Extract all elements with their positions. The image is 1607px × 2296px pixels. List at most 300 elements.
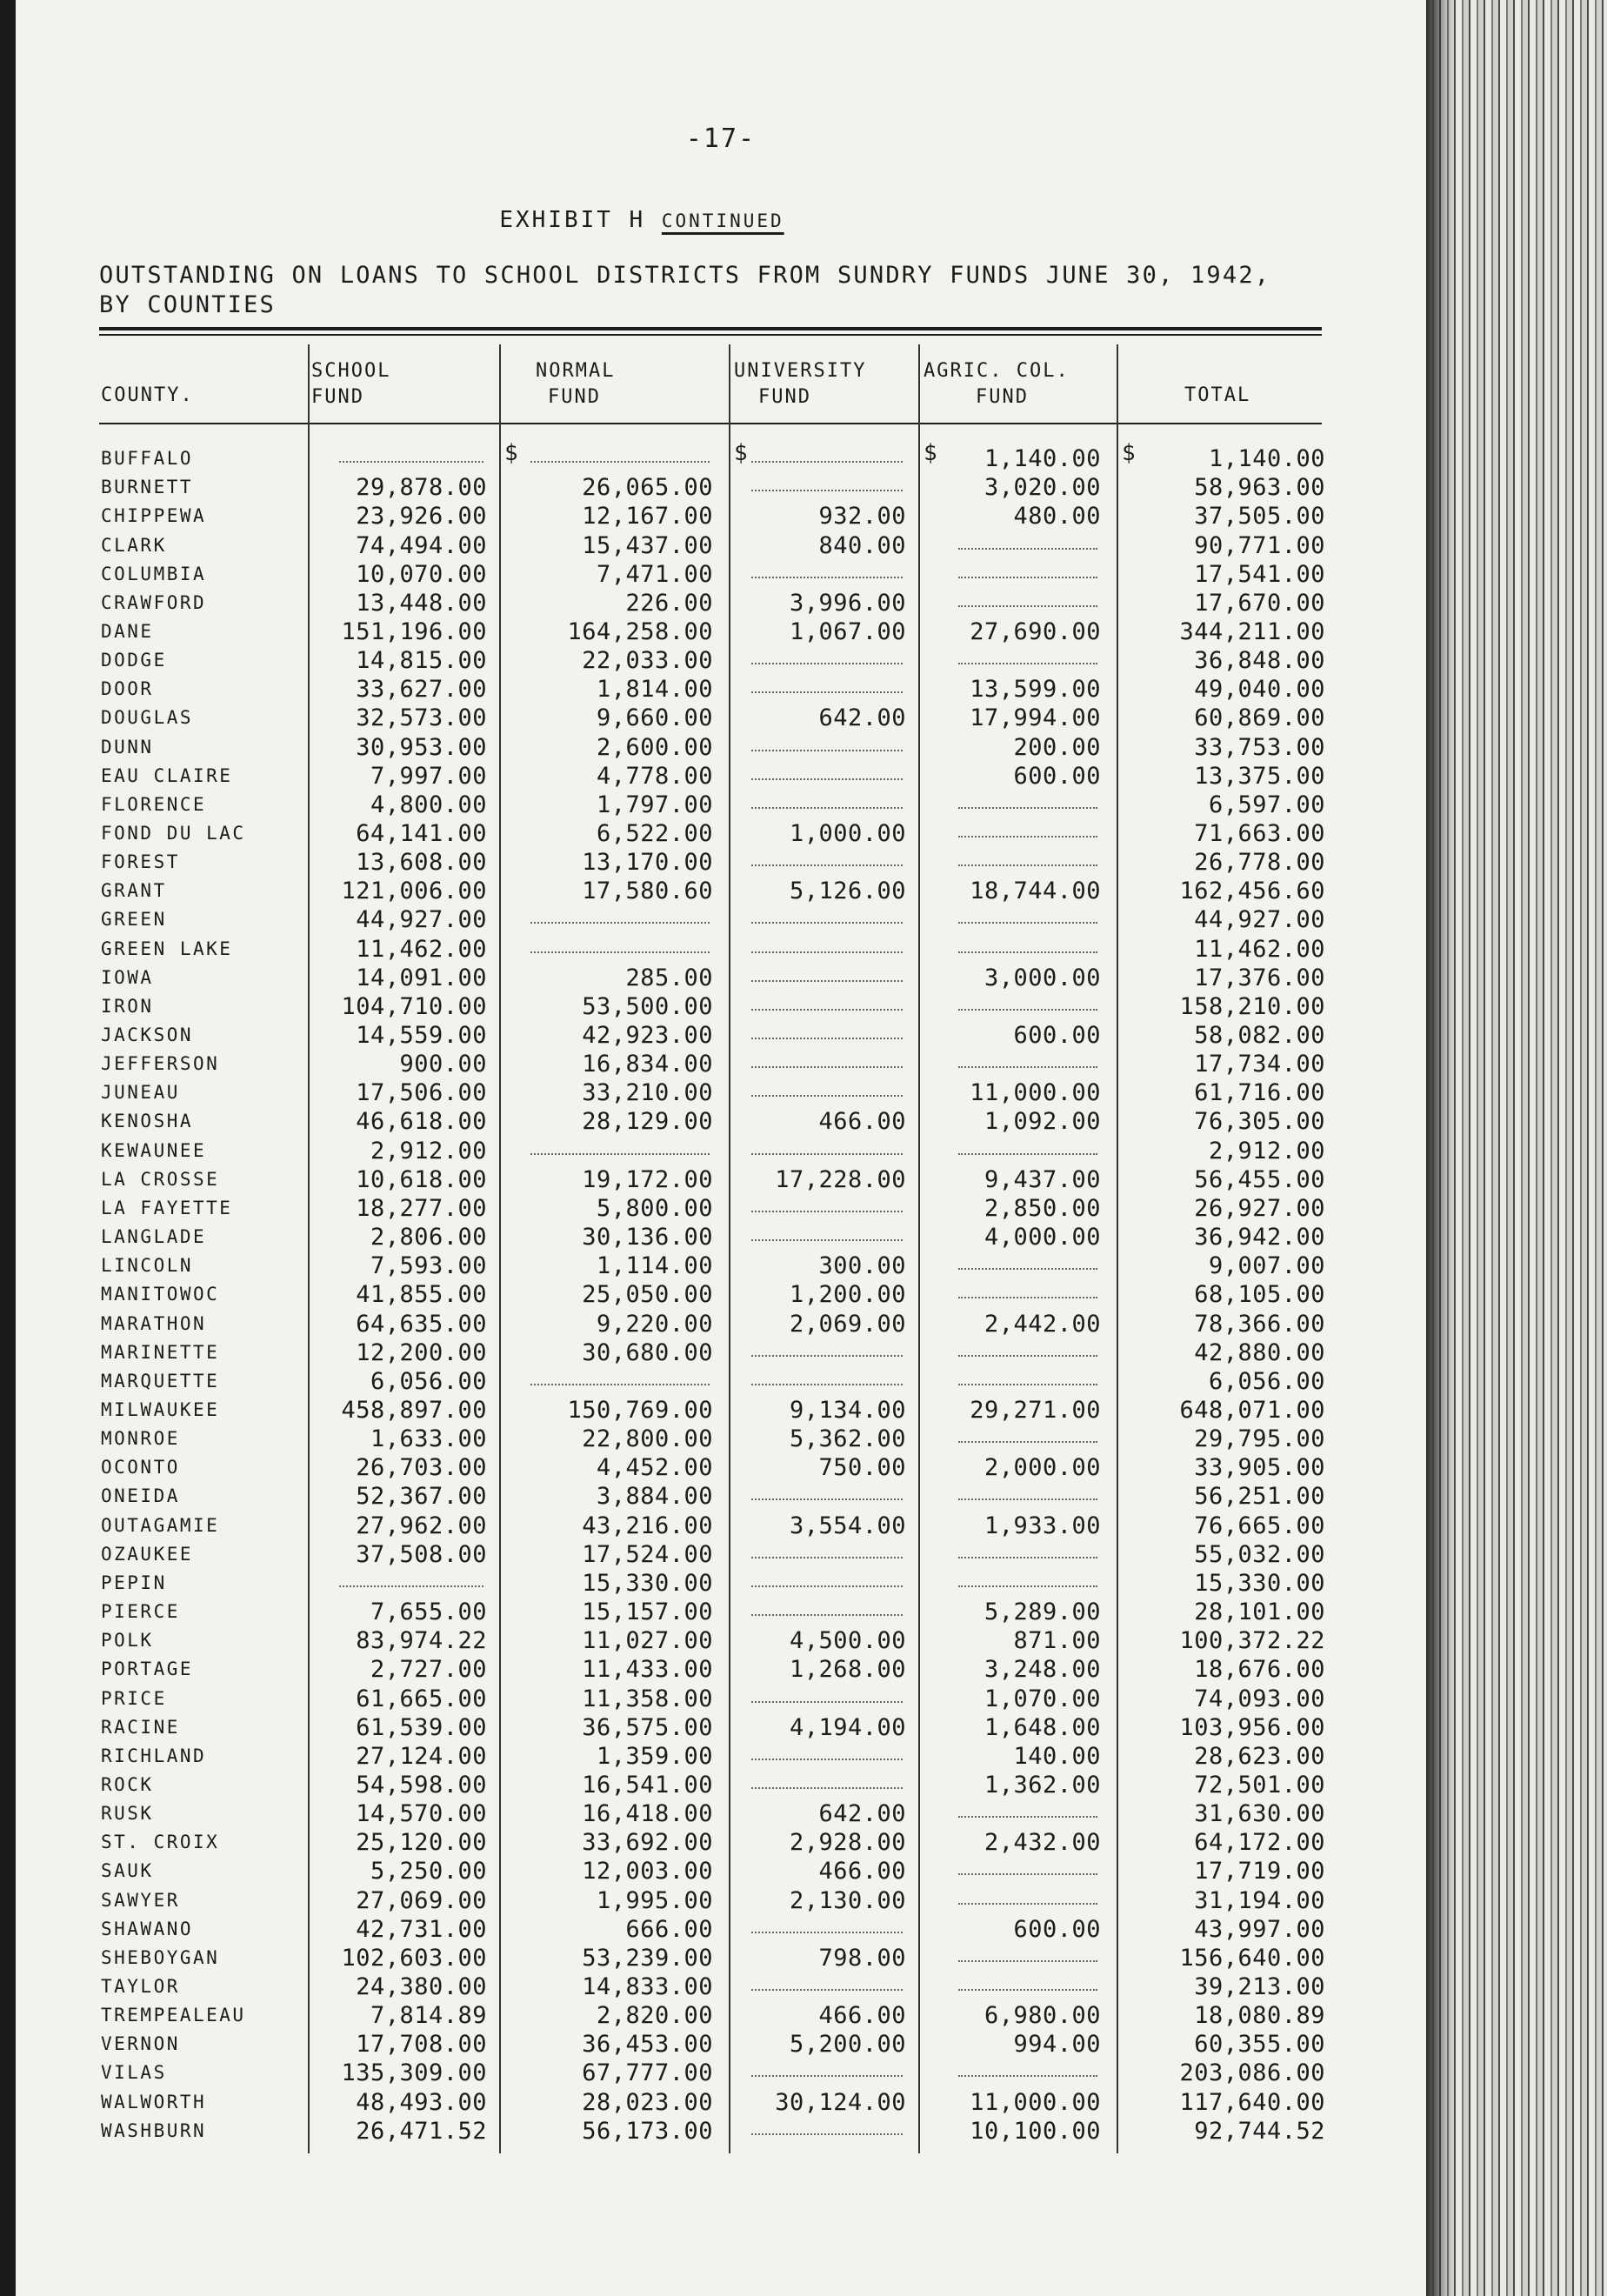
table-row [16,1454,1426,1483]
normal-fund-value: 16,418.00 [582,1800,713,1828]
agric-fund-value: 1,092.00 [984,1108,1101,1136]
university-fund-value: 5,362.00 [789,1425,906,1453]
agric-fund-value: 4,000.00 [984,1224,1101,1251]
county-name: SAUK [101,1860,154,1882]
university-fund-value: 750.00 [818,1454,906,1482]
total-fund-value: 17,376.00 [1194,964,1325,991]
school-fund-value: 12,200.00 [356,1338,487,1366]
school-fund-value: 102,603.00 [341,1944,487,1972]
county-name: PEPIN [101,1572,167,1593]
header-normal-line1: NORMAL [536,360,616,382]
header-normal-line2: FUND [548,386,601,408]
county-name: DODGE [101,650,167,671]
normal-fund-value: 1,995.00 [596,1886,713,1914]
county-name: SAWYER [101,1889,180,1911]
header-agric-col-fund [924,358,1070,410]
school-fund-value: 61,665.00 [356,1685,487,1712]
normal-fund-value: 15,330.00 [582,1569,713,1597]
county-name: BURNETT [101,477,194,498]
table-row [16,474,1426,503]
total-fund-value: 90,771.00 [1194,531,1325,559]
total-fund-value: 203,086.00 [1179,2059,1325,2087]
county-name: OCONTO [101,1457,180,1478]
county-name: DUNN [101,736,154,758]
school-fund-value: 54,598.00 [356,1771,487,1799]
university-empty-leader [751,778,903,780]
agric-empty-leader [958,1585,1097,1587]
agric-fund-value: 2,850.00 [984,1194,1101,1222]
exhibit-heading [16,207,1268,233]
university-empty-leader [751,1211,903,1212]
county-name: GREEN LAKE [101,938,233,959]
normal-fund-value: 1,114.00 [596,1252,713,1280]
agric-fund-value: 1,070.00 [984,1685,1101,1712]
table-row [16,1483,1426,1512]
total-fund-value: 26,778.00 [1194,849,1325,877]
county-name: TAYLOR [101,1975,180,1997]
total-fund-value: 39,213.00 [1194,1972,1325,2000]
normal-fund-value: 26,065.00 [582,474,713,502]
table-row [16,1022,1426,1051]
table-row [16,1425,1426,1454]
agric-empty-leader [958,1989,1097,1991]
school-fund-value: 11,462.00 [356,935,487,963]
agric-fund-value: 5,289.00 [984,1599,1101,1625]
agric-empty-leader [958,1441,1097,1443]
county-name: PIERCE [101,1601,180,1622]
total-fund-value: 18,080.89 [1194,2002,1325,2030]
agric-fund-value: 6,980.00 [984,2002,1101,2030]
agric-fund-value: 3,000.00 [984,964,1101,991]
university-fund-value: 1,000.00 [789,820,906,847]
county-name: SHAWANO [101,1918,194,1939]
university-empty-leader [751,980,903,982]
header-normal-fund [536,358,615,410]
county-name: MARINETTE [101,1341,220,1363]
school-fund-value: 61,539.00 [356,1713,487,1741]
normal-fund-value: 16,834.00 [582,1051,713,1078]
agric-empty-leader [958,577,1097,578]
university-empty-leader [751,2133,903,2135]
exhibit-label: EXHIBIT H [499,207,646,233]
table-row [16,532,1426,561]
county-name: COLUMBIA [101,563,207,584]
county-name: MANITOWOC [101,1284,220,1305]
header-county: COUNTY. [101,384,194,406]
university-fund-value: 840.00 [818,531,906,559]
university-empty-leader [751,461,903,463]
table-row [16,1772,1426,1800]
normal-fund-value: 67,777.00 [582,2059,713,2087]
normal-fund-value: 1,797.00 [596,791,713,818]
normal-fund-value: 9,660.00 [596,704,713,732]
agric-fund-value: 994.00 [1013,2031,1101,2059]
table-row [16,1916,1426,1945]
normal-fund-value: 6,522.00 [596,820,713,847]
school-fund-value: 30,953.00 [356,733,487,761]
normal-fund-value: 9,220.00 [596,1310,713,1338]
school-fund-value: 6,056.00 [370,1367,487,1395]
university-empty-leader [751,2075,903,2077]
university-fund-value: 1,268.00 [789,1656,906,1684]
university-fund-value: 1,200.00 [789,1281,906,1309]
table-row [16,936,1426,964]
normal-fund-value: 56,173.00 [582,2117,713,2145]
table-row [16,1627,1426,1656]
total-fund-value: 18,676.00 [1194,1656,1325,1684]
school-fund-value: 44,927.00 [356,906,487,934]
total-fund-value: 74,093.00 [1194,1685,1325,1712]
county-name: IRON [101,995,154,1017]
table-row [16,1079,1426,1108]
total-fund-value: 28,101.00 [1194,1599,1325,1625]
table-row [16,1541,1426,1570]
university-empty-leader [751,864,903,866]
table-row [16,820,1426,849]
total-fund-value: 68,105.00 [1194,1281,1325,1309]
dollar-sign-university: $ [734,440,748,466]
total-fund-value: 56,251.00 [1194,1483,1325,1511]
university-empty-leader [751,1787,903,1789]
agric-empty-leader [958,2075,1097,2077]
agric-fund-value: 29,271.00 [970,1397,1101,1424]
total-fund-value: 15,330.00 [1194,1569,1325,1597]
normal-fund-value: 28,129.00 [582,1108,713,1136]
county-name: JUNEAU [101,1082,180,1104]
agric-fund-value: 3,248.00 [984,1656,1101,1684]
agric-fund-value: 600.00 [1013,1915,1101,1943]
header-school-line2: FUND [311,386,364,408]
school-fund-value: 46,618.00 [356,1108,487,1136]
table-row [16,964,1426,993]
county-name: LA FAYETTE [101,1197,233,1218]
school-fund-value: 27,124.00 [356,1742,487,1770]
total-fund-value: 78,366.00 [1194,1310,1325,1338]
county-name: MARATHON [101,1312,207,1334]
total-fund-value: 49,040.00 [1194,676,1325,704]
table-row [16,791,1426,820]
total-fund-value: 17,734.00 [1194,1051,1325,1078]
normal-fund-value: 14,833.00 [582,1972,713,2000]
county-name: JACKSON [101,1025,194,1045]
university-empty-leader [751,577,903,578]
total-fund-value: 103,956.00 [1179,1713,1325,1741]
agric-fund-value: 600.00 [1013,762,1101,790]
university-fund-value: 2,130.00 [789,1886,906,1914]
agric-fund-value: 1,140.00 [984,445,1101,472]
table-row [16,849,1426,878]
agric-empty-leader [958,1066,1097,1068]
total-fund-value: 156,640.00 [1179,1944,1325,1972]
table-row [16,1224,1426,1252]
normal-empty-leader [530,951,710,953]
agric-empty-leader [958,807,1097,809]
agric-fund-value: 2,000.00 [984,1454,1101,1482]
agric-empty-leader [958,922,1097,924]
school-fund-value: 26,471.52 [356,2117,487,2145]
header-agric-line1: AGRIC. COL. [924,360,1070,382]
table-row [16,1281,1426,1310]
agric-empty-leader [958,1873,1097,1875]
school-fund-value: 14,559.00 [356,1022,487,1049]
table-row [16,1252,1426,1281]
county-name: KEWAUNEE [101,1139,207,1161]
county-name: CLARK [101,534,167,556]
table-row [16,1887,1426,1916]
table-row [16,993,1426,1022]
title-line-1: OUTSTANDING ON LOANS TO SCHOOL DISTRICTS FROM SUNDRY FUNDS JUNE 30, 1942, [99,262,1271,289]
school-fund-value: 151,196.00 [341,617,487,645]
normal-fund-value: 15,437.00 [582,531,713,559]
total-fund-value: 92,744.52 [1194,2117,1325,2145]
normal-empty-leader [530,461,710,463]
table-row [16,445,1426,474]
total-fund-value: 55,032.00 [1194,1540,1325,1568]
county-name: EAU CLAIRE [101,764,233,786]
university-empty-leader [751,1095,903,1097]
school-fund-value: 27,962.00 [356,1512,487,1539]
total-fund-value: 36,848.00 [1194,647,1325,674]
county-name: GRANT [101,880,167,902]
total-fund-value: 29,795.00 [1194,1425,1325,1453]
university-empty-leader [751,807,903,809]
school-fund-value: 7,997.00 [370,762,487,790]
university-empty-leader [751,1557,903,1558]
school-fund-value: 13,448.00 [356,589,487,617]
university-empty-leader [751,1038,903,1039]
total-fund-value: 117,640.00 [1179,2088,1325,2116]
table-row [16,1570,1426,1599]
agric-empty-leader [958,1557,1097,1558]
university-fund-value: 642.00 [818,704,906,732]
normal-fund-value: 30,136.00 [582,1224,713,1251]
county-name: DOOR [101,678,154,700]
agric-empty-leader [958,1297,1097,1298]
university-empty-leader [751,1989,903,1991]
normal-fund-value: 164,258.00 [567,617,713,645]
table-row [16,1829,1426,1858]
total-fund-value: 42,880.00 [1194,1338,1325,1366]
county-name: FOND DU LAC [101,823,246,844]
header-university-fund [734,358,866,410]
table-row [16,561,1426,590]
school-fund-value: 7,655.00 [370,1599,487,1625]
school-fund-value: 135,309.00 [341,2059,487,2087]
normal-fund-value: 17,580.60 [582,878,713,905]
agric-empty-leader [958,1268,1097,1270]
university-fund-value: 300.00 [818,1252,906,1280]
county-name: WASHBURN [101,2119,207,2141]
agric-fund-value: 11,000.00 [970,2088,1101,2116]
table-row [16,503,1426,531]
agric-fund-value: 2,442.00 [984,1310,1101,1338]
table-row [16,1166,1426,1195]
table-row [16,1743,1426,1772]
county-name: RICHLAND [101,1745,207,1766]
total-fund-value: 162,456.60 [1179,878,1325,905]
agric-empty-leader [958,836,1097,838]
county-name: LANGLADE [101,1226,207,1247]
school-fund-value: 900.00 [399,1051,487,1078]
table-row [16,1945,1426,1973]
county-name: LA CROSSE [101,1168,220,1190]
table-row [16,1138,1426,1166]
total-fund-value: 36,942.00 [1194,1224,1325,1251]
school-fund-value: 25,120.00 [356,1829,487,1857]
county-name: PORTAGE [101,1659,194,1680]
university-empty-leader [751,1759,903,1760]
table-row [16,704,1426,733]
total-fund-value: 17,670.00 [1194,589,1325,617]
table-row [16,1051,1426,1079]
county-name: POLK [101,1630,154,1652]
agric-empty-leader [958,1816,1097,1818]
county-name: MONROE [101,1428,180,1450]
total-fund-value: 58,082.00 [1194,1022,1325,1049]
school-fund-value: 13,608.00 [356,849,487,877]
university-empty-leader [751,1585,903,1587]
agric-empty-leader [958,1384,1097,1385]
normal-empty-leader [530,922,710,924]
school-fund-value: 121,006.00 [341,878,487,905]
county-name: BUFFALO [101,448,194,469]
table-row [16,1512,1426,1541]
normal-fund-value: 4,452.00 [596,1454,713,1482]
university-fund-value: 5,126.00 [789,878,906,905]
normal-fund-value: 12,003.00 [582,1858,713,1886]
normal-fund-value: 1,814.00 [596,676,713,704]
university-fund-value: 5,200.00 [789,2031,906,2059]
table-row [16,1973,1426,2002]
university-empty-leader [751,951,903,953]
table-row [16,2118,1426,2146]
university-empty-leader [751,1498,903,1500]
school-fund-value: 48,493.00 [356,2088,487,2116]
university-empty-leader [751,691,903,693]
total-fund-value: 33,753.00 [1194,733,1325,761]
table-row [16,1656,1426,1685]
total-fund-value: 60,869.00 [1194,704,1325,732]
total-fund-value: 6,056.00 [1208,1367,1325,1395]
normal-empty-leader [530,1153,710,1155]
header-rule-bottom [99,423,1322,424]
school-fund-value: 23,926.00 [356,503,487,531]
total-fund-value: 158,210.00 [1179,992,1325,1020]
header-rule-top [99,327,1322,330]
dollar-sign-normal: $ [504,440,518,466]
university-fund-value: 642.00 [818,1800,906,1828]
school-fund-value: 17,708.00 [356,2031,487,2059]
university-fund-value: 2,928.00 [789,1829,906,1857]
table-row [16,1397,1426,1425]
university-empty-leader [751,1932,903,1933]
county-name: ST. CROIX [101,1832,220,1853]
table-row [16,676,1426,704]
university-empty-leader [751,1384,903,1385]
county-name: RUSK [101,1803,154,1825]
table-row [16,878,1426,906]
school-fund-value: 5,250.00 [370,1858,487,1886]
university-fund-value: 30,124.00 [775,2088,906,2116]
university-fund-value: 3,554.00 [789,1512,906,1539]
header-agric-line2: FUND [976,386,1029,408]
school-fund-value: 1,633.00 [370,1425,487,1453]
county-name: JEFFERSON [101,1053,220,1075]
university-fund-value: 798.00 [818,1944,906,1972]
total-fund-value: 1,140.00 [1208,445,1325,472]
county-name: VILAS [101,2062,167,2084]
header-school-line1: SCHOOL [311,360,391,382]
agric-empty-leader [958,1153,1097,1155]
county-name: VERNON [101,2033,180,2055]
school-fund-value: 458,897.00 [341,1397,487,1424]
page-number: -17- [685,123,757,154]
school-fund-value: 26,703.00 [356,1454,487,1482]
normal-fund-value: 666.00 [625,1915,713,1943]
total-fund-value: 100,372.22 [1179,1627,1325,1655]
school-empty-leader [339,461,483,463]
county-name: MARQUETTE [101,1370,220,1392]
agric-empty-leader [958,548,1097,550]
normal-fund-value: 7,471.00 [596,560,713,588]
university-empty-leader [751,1009,903,1011]
table-row [16,734,1426,763]
total-fund-value: 37,505.00 [1194,503,1325,531]
university-empty-leader [751,750,903,751]
agric-empty-leader [958,1355,1097,1357]
normal-fund-value: 2,600.00 [596,733,713,761]
county-name: MILWAUKEE [101,1399,220,1420]
total-fund-value: 17,719.00 [1194,1858,1325,1886]
agric-empty-leader [958,1498,1097,1500]
total-fund-value: 17,541.00 [1194,560,1325,588]
normal-fund-value: 285.00 [625,964,713,991]
table-row [16,763,1426,791]
agric-empty-leader [958,1009,1097,1011]
school-fund-value: 52,367.00 [356,1483,487,1511]
table-row [16,1311,1426,1339]
title-line-2: BY COUNTIES [99,291,277,318]
county-name: DOUGLAS [101,707,194,729]
normal-fund-value: 42,923.00 [582,1022,713,1049]
table-row [16,590,1426,618]
agric-fund-value: 1,362.00 [984,1771,1101,1799]
school-empty-leader [339,1585,483,1587]
normal-fund-value: 43,216.00 [582,1512,713,1539]
school-fund-value: 7,814.89 [370,2002,487,2030]
school-fund-value: 42,731.00 [356,1915,487,1943]
agric-fund-value: 13,599.00 [970,676,1101,704]
table-row [16,1339,1426,1368]
county-name: WALWORTH [101,2091,207,2112]
county-name: ONEIDA [101,1485,180,1507]
county-name: PRICE [101,1687,167,1709]
county-name: OUTAGAMIE [101,1514,220,1536]
table-row [16,618,1426,647]
total-fund-value: 33,905.00 [1194,1454,1325,1482]
table-row [16,1599,1426,1627]
total-fund-value: 76,665.00 [1194,1512,1325,1539]
university-empty-leader [751,1701,903,1703]
normal-fund-value: 11,358.00 [582,1685,713,1712]
county-name: CRAWFORD [101,591,207,613]
university-empty-leader [751,1066,903,1068]
agric-fund-value: 3,020.00 [984,474,1101,502]
header-university-line2: FUND [758,386,811,408]
agric-fund-value: 480.00 [1013,503,1101,531]
county-name: LINCOLN [101,1255,194,1277]
county-name: OZAUKEE [101,1543,194,1565]
